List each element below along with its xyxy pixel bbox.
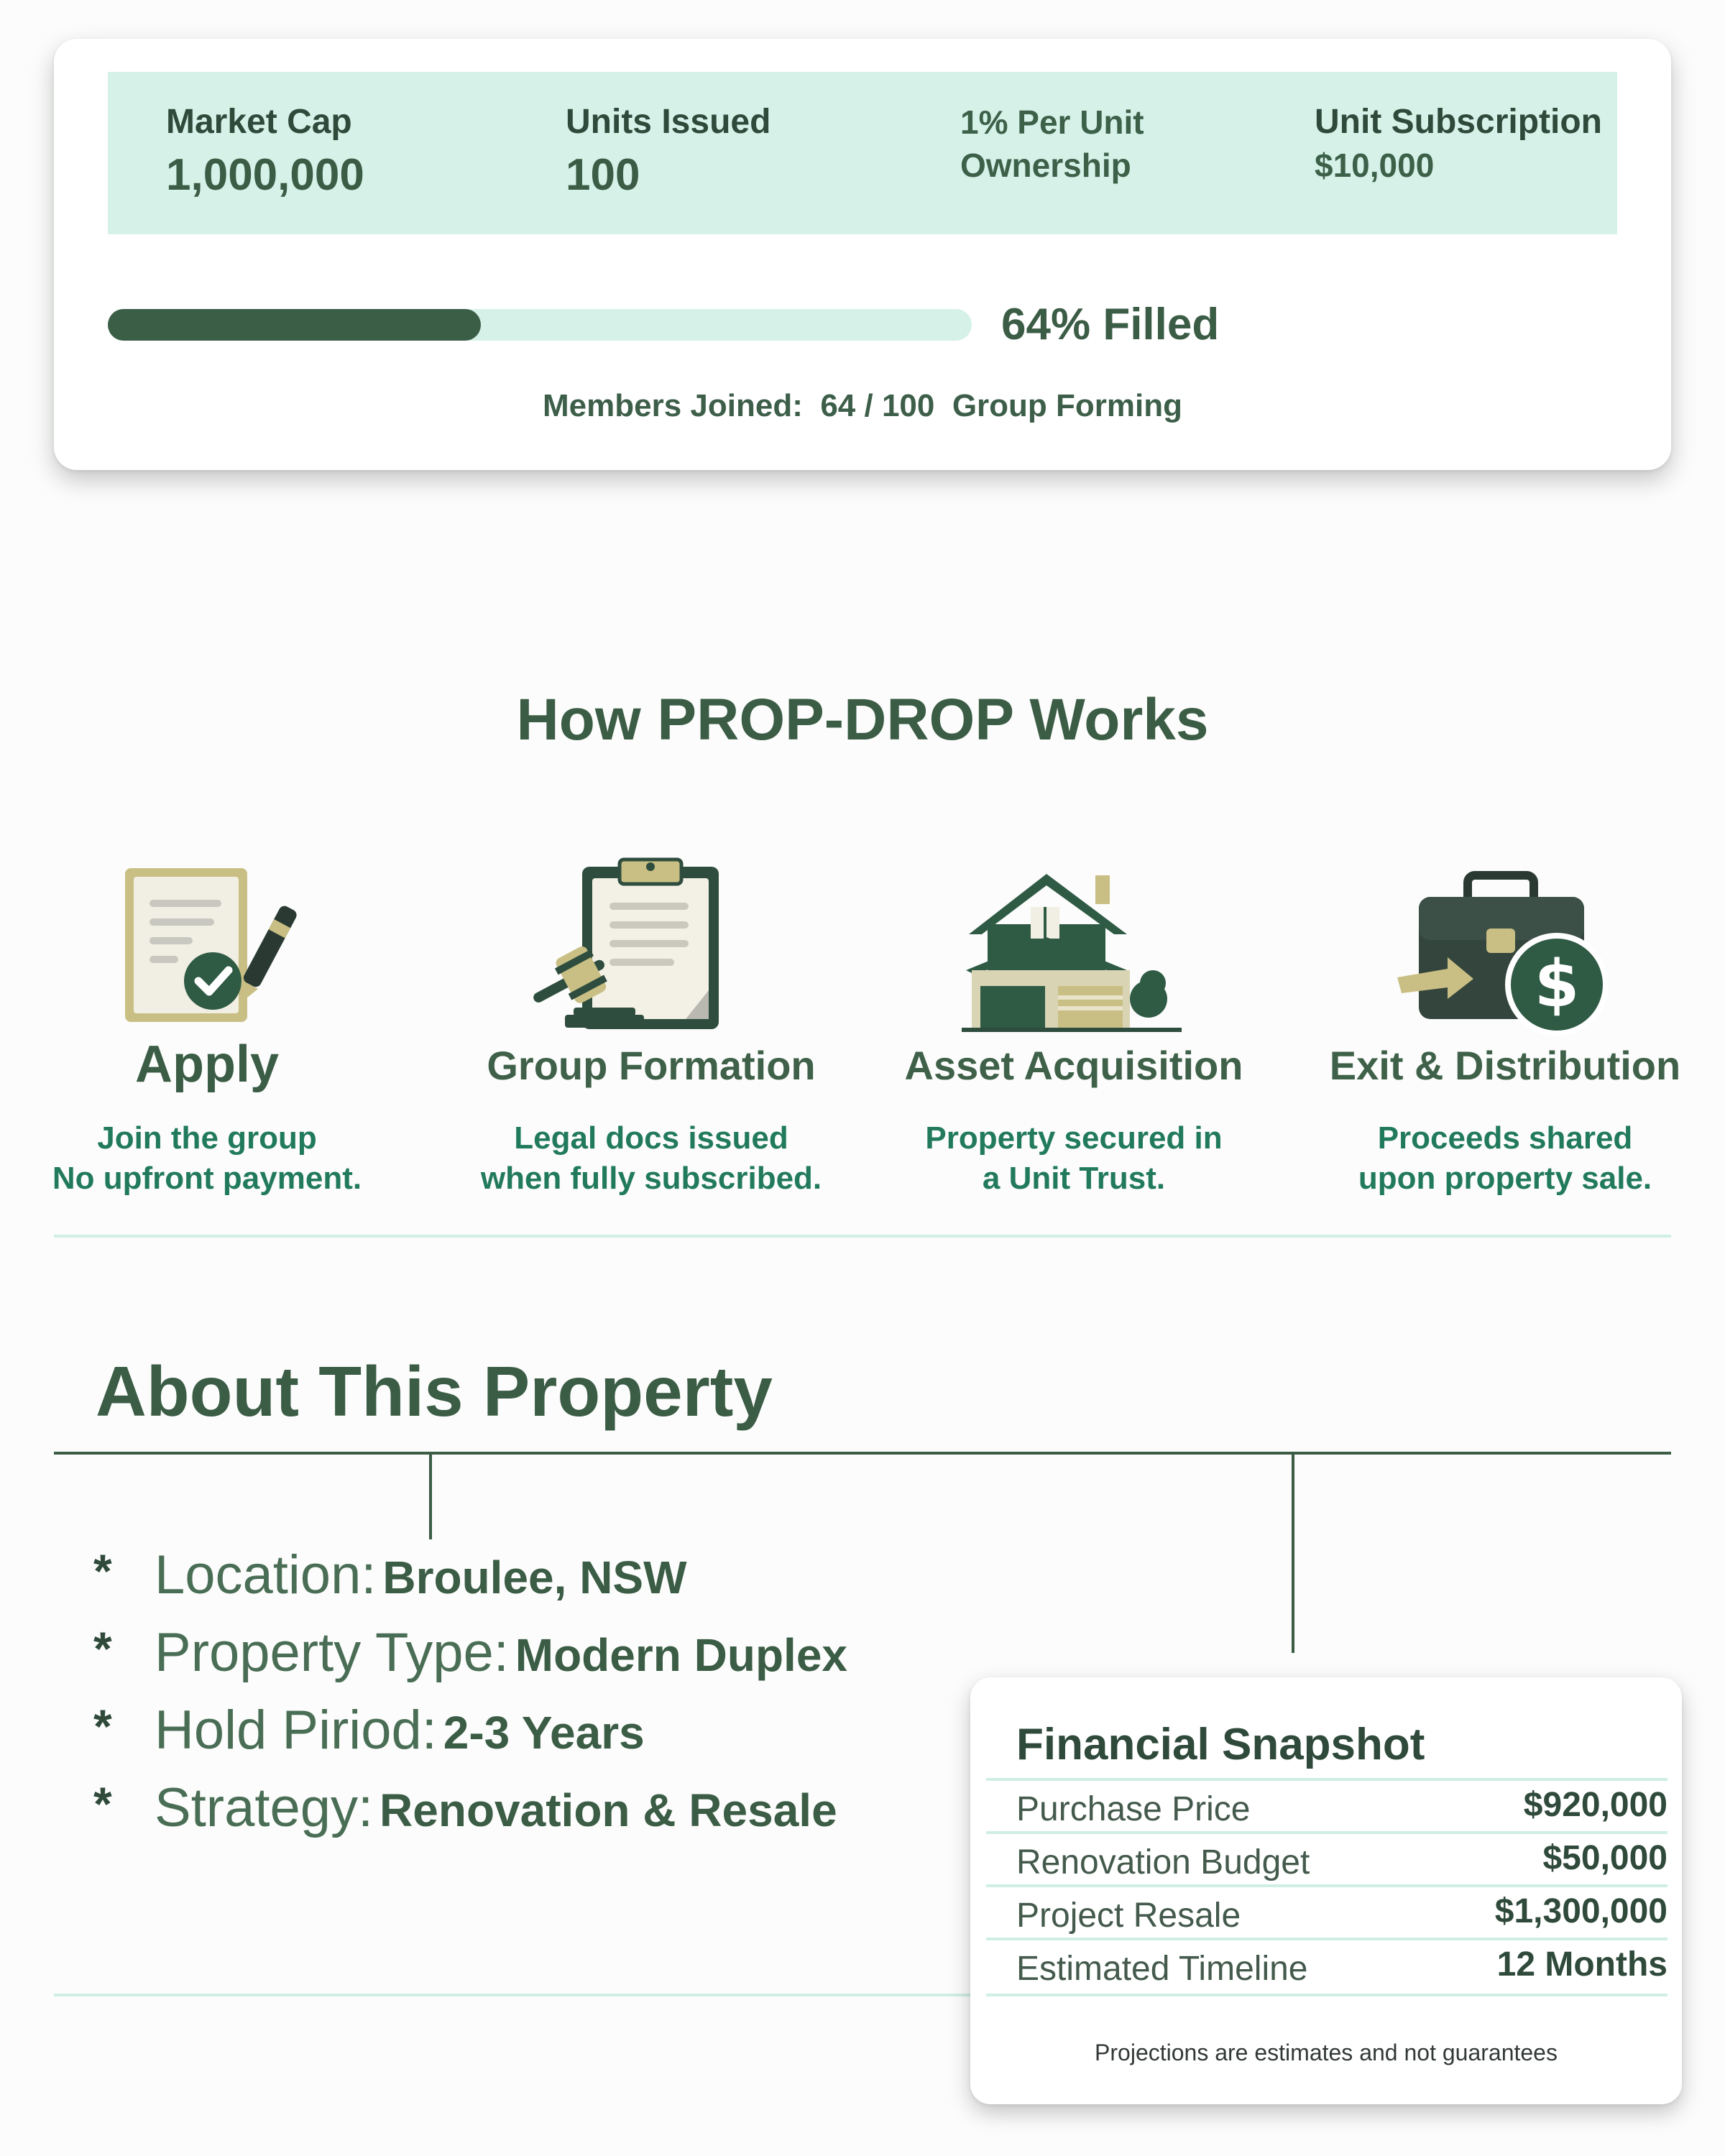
subscription-stat	[1315, 101, 1602, 187]
step-group-formation-desc1: Legal docs issued	[514, 1120, 788, 1156]
step-group-formation-desc2: when fully subscribed.	[480, 1161, 822, 1196]
fin-key: Renovation Budget	[1016, 1843, 1310, 1881]
step-asset-acquisition	[858, 870, 1289, 1207]
fin-row-renovation-budget	[986, 1831, 1668, 1887]
members-label: Members Joined:	[543, 388, 803, 423]
bullet: *	[93, 1622, 112, 1675]
market-cap-label: Market Cap	[166, 103, 352, 141]
about-property-title: About This Property	[96, 1352, 773, 1431]
hold-period-key: Hold Piriod:	[155, 1700, 437, 1761]
step-apply	[0, 862, 423, 1207]
how-it-works-title: How PROP-DROP Works	[516, 687, 1209, 752]
fin-value: $50,000	[1542, 1839, 1668, 1877]
step-exit-distribution-desc2: upon property sale.	[1358, 1161, 1652, 1196]
units-issued-stat	[566, 101, 770, 204]
fin-row-estimated-timeline	[986, 1938, 1668, 1996]
stats-band	[108, 72, 1617, 234]
step-asset-acquisition-desc1: Property secured in	[925, 1120, 1223, 1156]
fin-value: $920,000	[1523, 1786, 1668, 1824]
market-cap-value: 1,000,000	[166, 150, 364, 200]
svg-text:$: $	[1534, 946, 1580, 1022]
about-connector-right	[1292, 1453, 1294, 1653]
step-asset-acquisition-name: Asset Acquisition	[904, 1043, 1243, 1088]
step-apply-name: Apply	[134, 1036, 279, 1093]
units-issued-value: 100	[566, 150, 640, 200]
step-group-formation-name: Group Formation	[487, 1043, 816, 1088]
fin-value: $1,300,000	[1494, 1892, 1668, 1930]
step-apply-desc1: Join the group	[97, 1120, 317, 1156]
bullet: *	[93, 1544, 112, 1598]
legal-docs-gavel-icon	[522, 854, 730, 1033]
financial-snapshot-title: Financial Snapshot	[1016, 1720, 1425, 1769]
property-type-key: Property Type:	[155, 1622, 509, 1683]
section-divider	[54, 1235, 1671, 1238]
property-location	[93, 1544, 687, 1606]
strategy-key: Strategy:	[155, 1777, 374, 1838]
location-value: Broulee, NSW	[382, 1552, 687, 1603]
step-exit-distribution-name: Exit & Distribution	[1329, 1043, 1681, 1088]
about-header-rule	[54, 1452, 1671, 1455]
units-issued-label: Units Issued	[566, 103, 771, 141]
subscription-value: $10,000	[1315, 147, 1435, 184]
briefcase-dollar-icon	[1397, 871, 1620, 1036]
fin-row-purchase-price	[986, 1778, 1668, 1834]
hold-period-value: 2-3 Years	[443, 1707, 645, 1759]
group-status: Group Forming	[952, 388, 1182, 423]
market-cap-stat	[166, 101, 364, 204]
bullet: *	[93, 1700, 112, 1753]
subscription-label: Unit Subscription	[1315, 103, 1602, 141]
about-bottom-rule	[54, 1994, 988, 1996]
bullet: *	[93, 1777, 112, 1830]
property-hold-period	[93, 1699, 645, 1761]
financial-snapshot-card	[970, 1677, 1682, 2104]
strategy-value: Renovation & Resale	[380, 1784, 837, 1836]
progress-bar	[108, 309, 972, 341]
funding-stats-card	[54, 39, 1671, 470]
step-exit-distribution	[1289, 871, 1721, 1207]
fin-key: Project Resale	[1016, 1897, 1241, 1935]
progress-fill	[108, 309, 481, 341]
ownership-line2: Ownership	[960, 147, 1131, 184]
fin-key: Purchase Price	[1016, 1790, 1251, 1828]
members-status	[54, 388, 1671, 424]
members-count: 64 / 100	[820, 388, 935, 423]
property-type-value: Modern Duplex	[515, 1629, 847, 1681]
ownership-stat	[960, 101, 1144, 187]
fin-value: 12 Months	[1496, 1945, 1668, 1984]
progress-label: 64% Filled	[1001, 300, 1220, 349]
property-strategy	[93, 1777, 837, 1839]
property-type	[93, 1621, 847, 1684]
step-group-formation	[436, 854, 867, 1207]
ownership-line1: 1% Per Unit	[960, 103, 1144, 141]
about-connector-left	[429, 1453, 432, 1539]
location-key: Location:	[155, 1544, 377, 1606]
fin-key: Estimated Timeline	[1016, 1950, 1308, 1988]
step-apply-desc2: No upfront payment.	[52, 1161, 362, 1196]
house-icon	[960, 870, 1183, 1032]
fin-row-project-resale	[986, 1884, 1668, 1940]
step-asset-acquisition-desc2: a Unit Trust.	[982, 1161, 1166, 1196]
application-sign-icon	[121, 862, 300, 1028]
step-exit-distribution-desc1: Proceeds shared	[1377, 1120, 1633, 1156]
projection-disclaimer: Projections are estimates and not guarantees	[1095, 2040, 1558, 2065]
